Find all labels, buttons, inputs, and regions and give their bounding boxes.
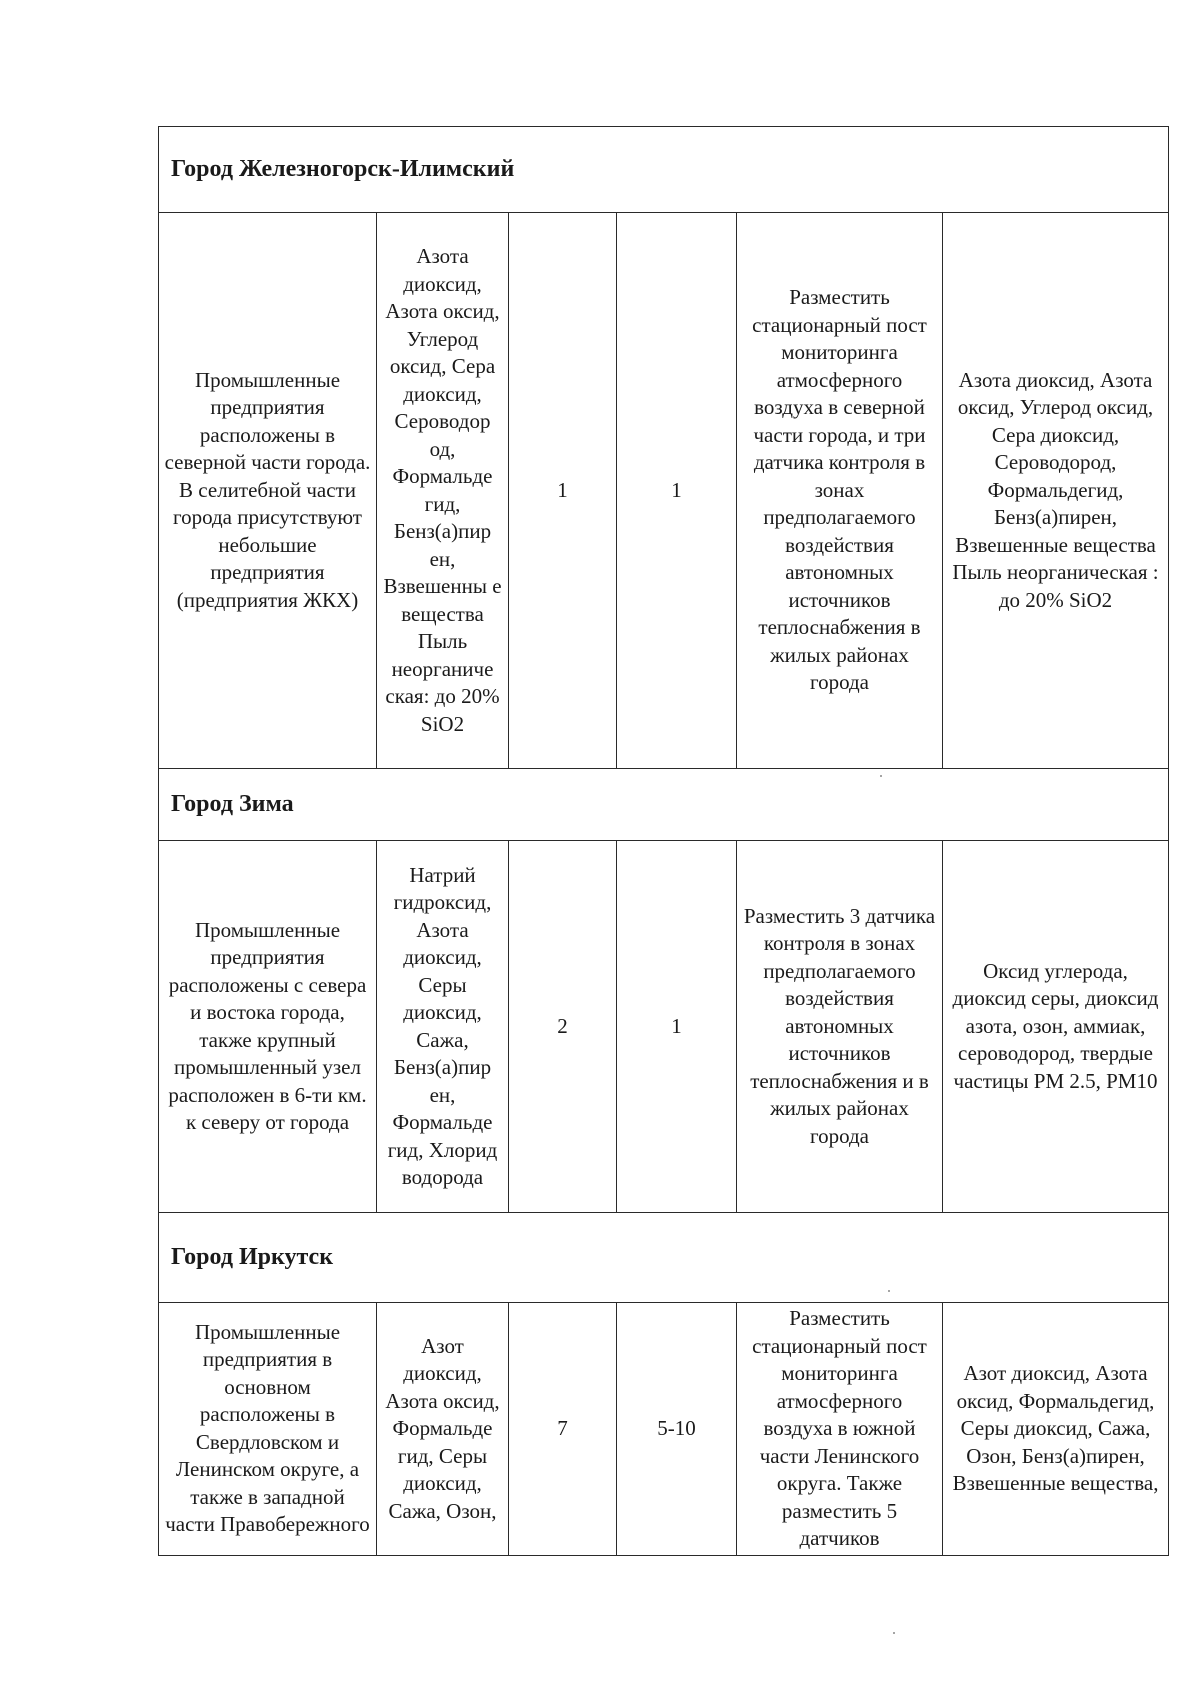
monitored-substances-cell: Азота диоксид, Азота оксид, Углерод оксид, Сера диоксид, Сероводород, Формальдегид, Бенз(а)пирен, Взвешенные вещества Пыль неорганическая : до 20% SiO2 xyxy=(943,213,1169,769)
monitored-substances-cell: Оксид углерода, диоксид серы, диоксид азота, озон, аммиак, сероводород, твердые частицы PM 2.5, PM10 xyxy=(943,841,1169,1213)
location-description-cell: Промышленные предприятия расположены в северной части города. В селитебной части города присутствуют небольшие предприятия (предприятия ЖКХ) xyxy=(159,213,377,769)
table-row xyxy=(159,841,1169,1213)
scan-speck xyxy=(888,1290,890,1292)
value-a-cell: 2 xyxy=(509,841,617,1213)
recommendation-cell: Разместить 3 датчика контроля в зонах предполагаемого воздействия автономных источников теплоснабжения и в жилых районах города xyxy=(737,841,943,1213)
value-b-cell: 1 xyxy=(617,213,737,769)
location-description-cell: Промышленные предприятия расположены с севера и востока города, также крупный промышленный узел расположен в 6-ти км. к северу от города xyxy=(159,841,377,1213)
city-heading-row xyxy=(159,1213,1169,1303)
pollutants-cell: Азота диоксид, Азота оксид, Углерод оксид, Сера диоксид, Сероводор од, Формальде гид, Бенз(а)пир ен, Взвешенны е вещества Пыль неорганиче ская: до 20% SiO2 xyxy=(377,213,509,769)
location-description-cell: Промышленные предприятия в основном расположены в Свердловском и Ленинском округе, а также в западной части Правобережного xyxy=(159,1303,377,1556)
scan-speck xyxy=(880,775,882,777)
table-row xyxy=(159,213,1169,769)
recommendation-cell: Разместить стационарный пост мониторинга атмосферного воздуха в южной части Ленинского округа. Также разместить 5 датчиков xyxy=(737,1303,943,1556)
city-heading-row xyxy=(159,127,1169,213)
value-a-cell: 7 xyxy=(509,1303,617,1556)
city-heading-row xyxy=(159,769,1169,841)
value-b-cell: 5-10 xyxy=(617,1303,737,1556)
monitoring-table xyxy=(158,126,1169,1556)
city-heading: Город Железногорск-Илимский xyxy=(159,127,1169,213)
recommendation-cell: Разместить стационарный пост мониторинга атмосферного воздуха в северной части города, и три датчика контроля в зонах предполагаемого воздействия автономных источников теплоснабжения в жилых районах города xyxy=(737,213,943,769)
pollutants-cell: Азот диоксид, Азота оксид, Формальде гид, Серы диоксид, Сажа, Озон, xyxy=(377,1303,509,1556)
table-row xyxy=(159,1303,1169,1556)
value-b-cell: 1 xyxy=(617,841,737,1213)
monitored-substances-cell: Азот диоксид, Азота оксид, Формальдегид, Серы диоксид, Сажа, Озон, Бенз(а)пирен, Взвешенные вещества, xyxy=(943,1303,1169,1556)
city-heading: Город Зима xyxy=(159,769,1169,841)
city-heading: Город Иркутск xyxy=(159,1213,1169,1303)
pollutants-cell: Натрий гидроксид, Азота диоксид, Серы диоксид, Сажа, Бенз(а)пир ен, Формальде гид, Хлорид водорода xyxy=(377,841,509,1213)
scan-speck xyxy=(893,1632,895,1634)
value-a-cell: 1 xyxy=(509,213,617,769)
